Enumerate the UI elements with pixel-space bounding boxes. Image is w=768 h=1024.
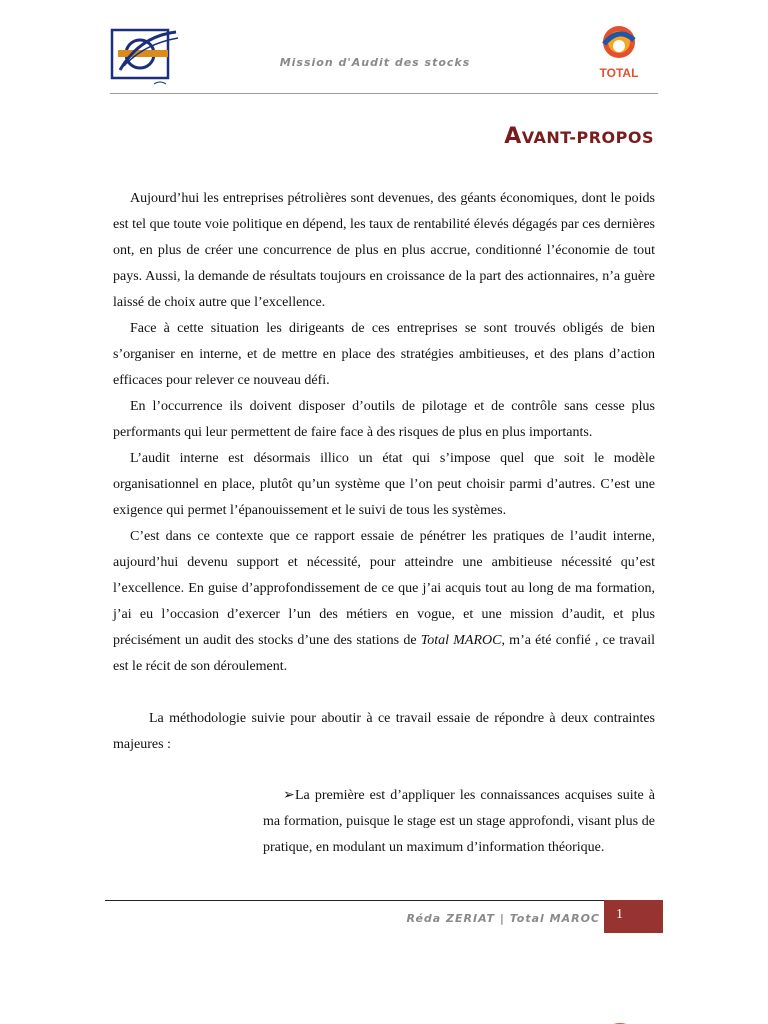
- next-page-total-logo: [600, 1016, 640, 1024]
- methodology-paragraph: La méthodologie suivie pour aboutir à ce travail essaie de répondre à deux contraintes majeures :: [113, 711, 655, 752]
- paragraph-2: Face à cette situation les dirigeants de ces entreprises se sont trouvés obligés de bien s’organiser en interne, et de mettre en place des stratégies ambitieuses, et des plans d’action efficaces pour relever ce nouveau défi.: [113, 321, 655, 388]
- bullet-text: La première est d’appliquer les connaissances acquises suite à ma formation, puisque le stage est un stage approfondi, visant plus de pratique, en modulant un maximum d’information théorique.: [263, 788, 655, 855]
- footer-divider: [105, 900, 605, 901]
- paragraph-3: En l’occurrence ils doivent disposer d’outils de pilotage et de contrôle sans cesse plus performants qui leur permettent de faire face à des risques de plus en plus importants.: [113, 399, 655, 440]
- paragraph-1: Aujourd’hui les entreprises pétrolières sont devenues, des géants économiques, dont le poids est tel que toute voie politique en dépend, les taux de rentabilité élevés dégagés par ces dernières ont, en plus de créer une concurrence de plus en plus accrue, conditionné l’économie de tout pays. Aussi, la demande de résultats toujours en croissance de la part des actionnaires, n’a guère laissé de choix autre que l’excellence.: [113, 191, 655, 310]
- page-title-rest: VANT-PROPOS: [521, 128, 654, 147]
- company-name: Total MAROC: [420, 633, 502, 648]
- page-title: [504, 124, 654, 149]
- page-number-box: [604, 900, 663, 933]
- total-logo-text: TOTAL: [599, 66, 639, 80]
- body-text: [113, 186, 655, 758]
- bullet-item: [263, 783, 655, 861]
- next-page-school-logo: [110, 1018, 172, 1024]
- header-divider: [110, 93, 658, 94]
- paragraph-5: [113, 524, 655, 680]
- arrow-bullet-icon: ➢: [283, 788, 295, 803]
- paragraph-5-before: C’est dans ce contexte que ce rapport essaie de pénétrer les pratiques de l’audit interne, aujourd’hui devenu support et nécessité, pour atteindre une ambitieuse nécessité qu’est l’excellence. En guise d’approfondissement de ce que j’ai acquis tout au long de ma formation, j’ai eu l’occasion d’exercer l’un des métiers en vogue, et une mission d’audit, et plus précisément un audit des stocks d’une des stations de: [113, 529, 655, 648]
- header-title: Mission d'Audit des stocks: [279, 56, 471, 69]
- school-logo: [110, 26, 182, 88]
- paragraph-4: L’audit interne est désormais illico un état qui s’impose quel que soit le modèle organisationnel en place, plutôt qu’un système que l’on peut choisir parmi d’autres. C’est une exigence qui permet l’épanouissement et le suivi de tous les systèmes.: [113, 451, 655, 518]
- footer-text: Réda ZERIAT | Total MAROC: [406, 912, 600, 925]
- page-title-initial: A: [504, 124, 522, 149]
- page-number: 1: [616, 907, 623, 922]
- total-logo: [590, 22, 648, 82]
- paragraph-5-after: , m’a été confié , ce travail est le récit de son déroulement.: [113, 633, 656, 674]
